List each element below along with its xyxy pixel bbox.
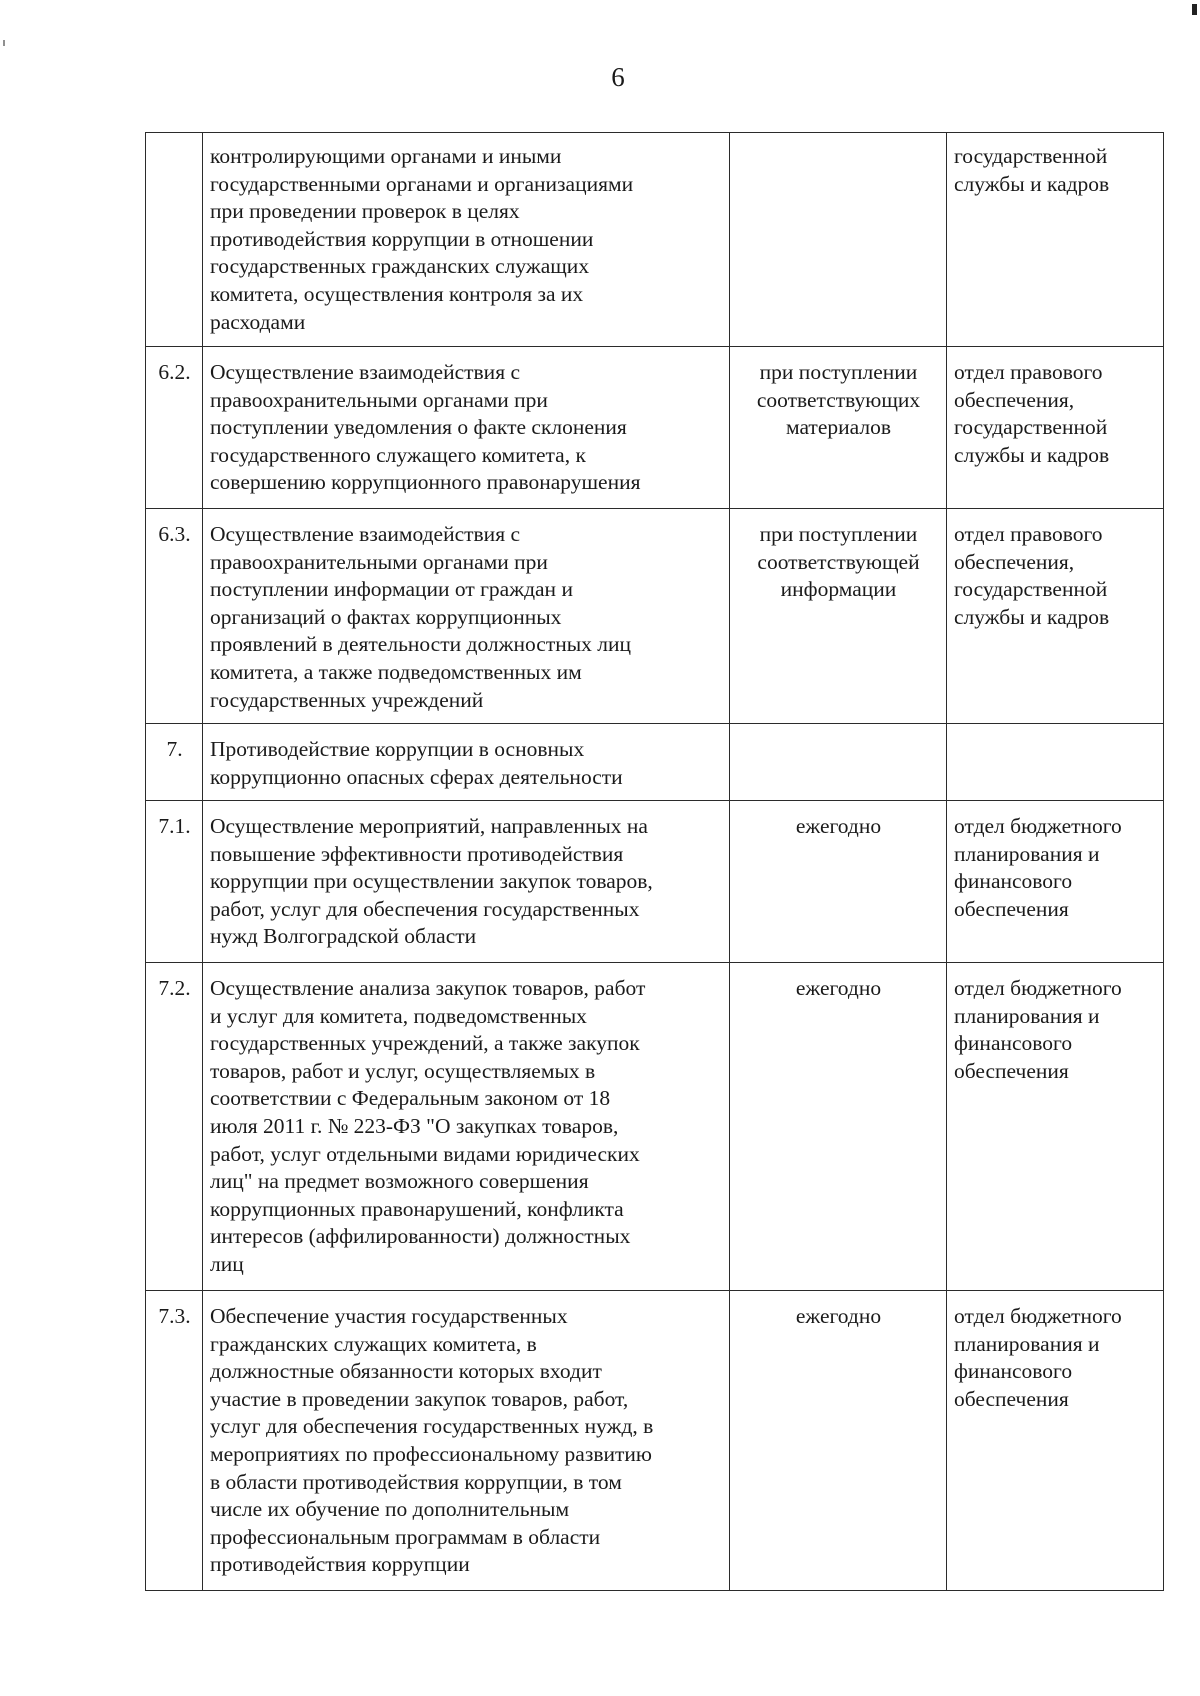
responsible-cell: отдел бюджетного планирования и финансового обеспечения — [947, 801, 1164, 963]
table-row — [146, 509, 1164, 724]
activity-cell: Осуществление анализа закупок товаров, работ и услуг для комитета, подведомственных государственных учреждений, а также закупок товаров, работ и услуг, осуществляемых в соответствии с Федеральным законом от 18 июля 2011 г. № 223-ФЗ "О закупках товаров, работ, услуг отдельными видами юридических лиц" на предмет возможного совершения коррупционных правонарушений, конфликта интересов (аффилированности) должностных лиц — [203, 963, 730, 1291]
responsible-cell — [947, 724, 1164, 801]
term-cell — [730, 724, 947, 801]
responsible-cell: отдел бюджетного планирования и финансового обеспечения — [947, 1291, 1164, 1591]
action-plan-table — [145, 132, 1164, 1591]
activity-cell: Осуществление взаимодействия с правоохранительными органами при поступлении уведомления о факте склонения государственного служащего комитета, к совершению коррупционного правонарушения — [203, 347, 730, 509]
activity-cell: Обеспечение участия государственных гражданских служащих комитета, в должностные обязанности которых входит участие в проведении закупок товаров, работ, услуг для обеспечения государственных нужд, в мероприятиях по профессиональному развитию в области противодействия коррупции, в том числе их обучение по дополнительным профессиональным программам в области противодействия коррупции — [203, 1291, 730, 1591]
row-number: 7.2. — [146, 963, 203, 1291]
activity-cell: Осуществление взаимодействия с правоохранительными органами при поступлении информации от граждан и организаций о фактах коррупционных проявлений в деятельности должностных лиц комитета, а также подведомственных им государственных учреждений — [203, 509, 730, 724]
page-number: 6 — [611, 62, 625, 92]
term-cell: ежегодно — [730, 963, 947, 1291]
term-cell: при поступлении соответствующей информации — [730, 509, 947, 724]
table-row — [146, 1291, 1164, 1591]
table-row — [146, 724, 1164, 801]
activity-cell: Противодействие коррупции в основных коррупционно опасных сферах деятельности — [203, 724, 730, 801]
row-number: 7. — [146, 724, 203, 801]
activity-cell: контролирующими органами и иными государственными органами и организациями при проведении проверок в целях противодействия коррупции в отношении государственных гражданских служащих комитета, осуществления контроля за их расходами — [203, 133, 730, 347]
row-number: 6.2. — [146, 347, 203, 509]
responsible-cell: государственной службы и кадров — [947, 133, 1164, 347]
table-row — [146, 347, 1164, 509]
responsible-cell: отдел правового обеспечения, государственной службы и кадров — [947, 347, 1164, 509]
row-number — [146, 133, 203, 347]
row-number: 7.1. — [146, 801, 203, 963]
table-row — [146, 801, 1164, 963]
responsible-cell: отдел бюджетного планирования и финансового обеспечения — [947, 963, 1164, 1291]
row-number: 7.3. — [146, 1291, 203, 1591]
activity-cell: Осуществление мероприятий, направленных на повышение эффективности противодействия коррупции при осуществлении закупок товаров, работ, услуг для обеспечения государственных нужд Волгоградской области — [203, 801, 730, 963]
scan-mark — [1192, 4, 1197, 15]
row-number: 6.3. — [146, 509, 203, 724]
table-row — [146, 133, 1164, 347]
scan-mark — [3, 40, 5, 46]
term-cell: при поступлении соответствующих материалов — [730, 347, 947, 509]
term-cell — [730, 133, 947, 347]
table-row — [146, 963, 1164, 1291]
term-cell: ежегодно — [730, 801, 947, 963]
responsible-cell: отдел правового обеспечения, государственной службы и кадров — [947, 509, 1164, 724]
term-cell: ежегодно — [730, 1291, 947, 1591]
